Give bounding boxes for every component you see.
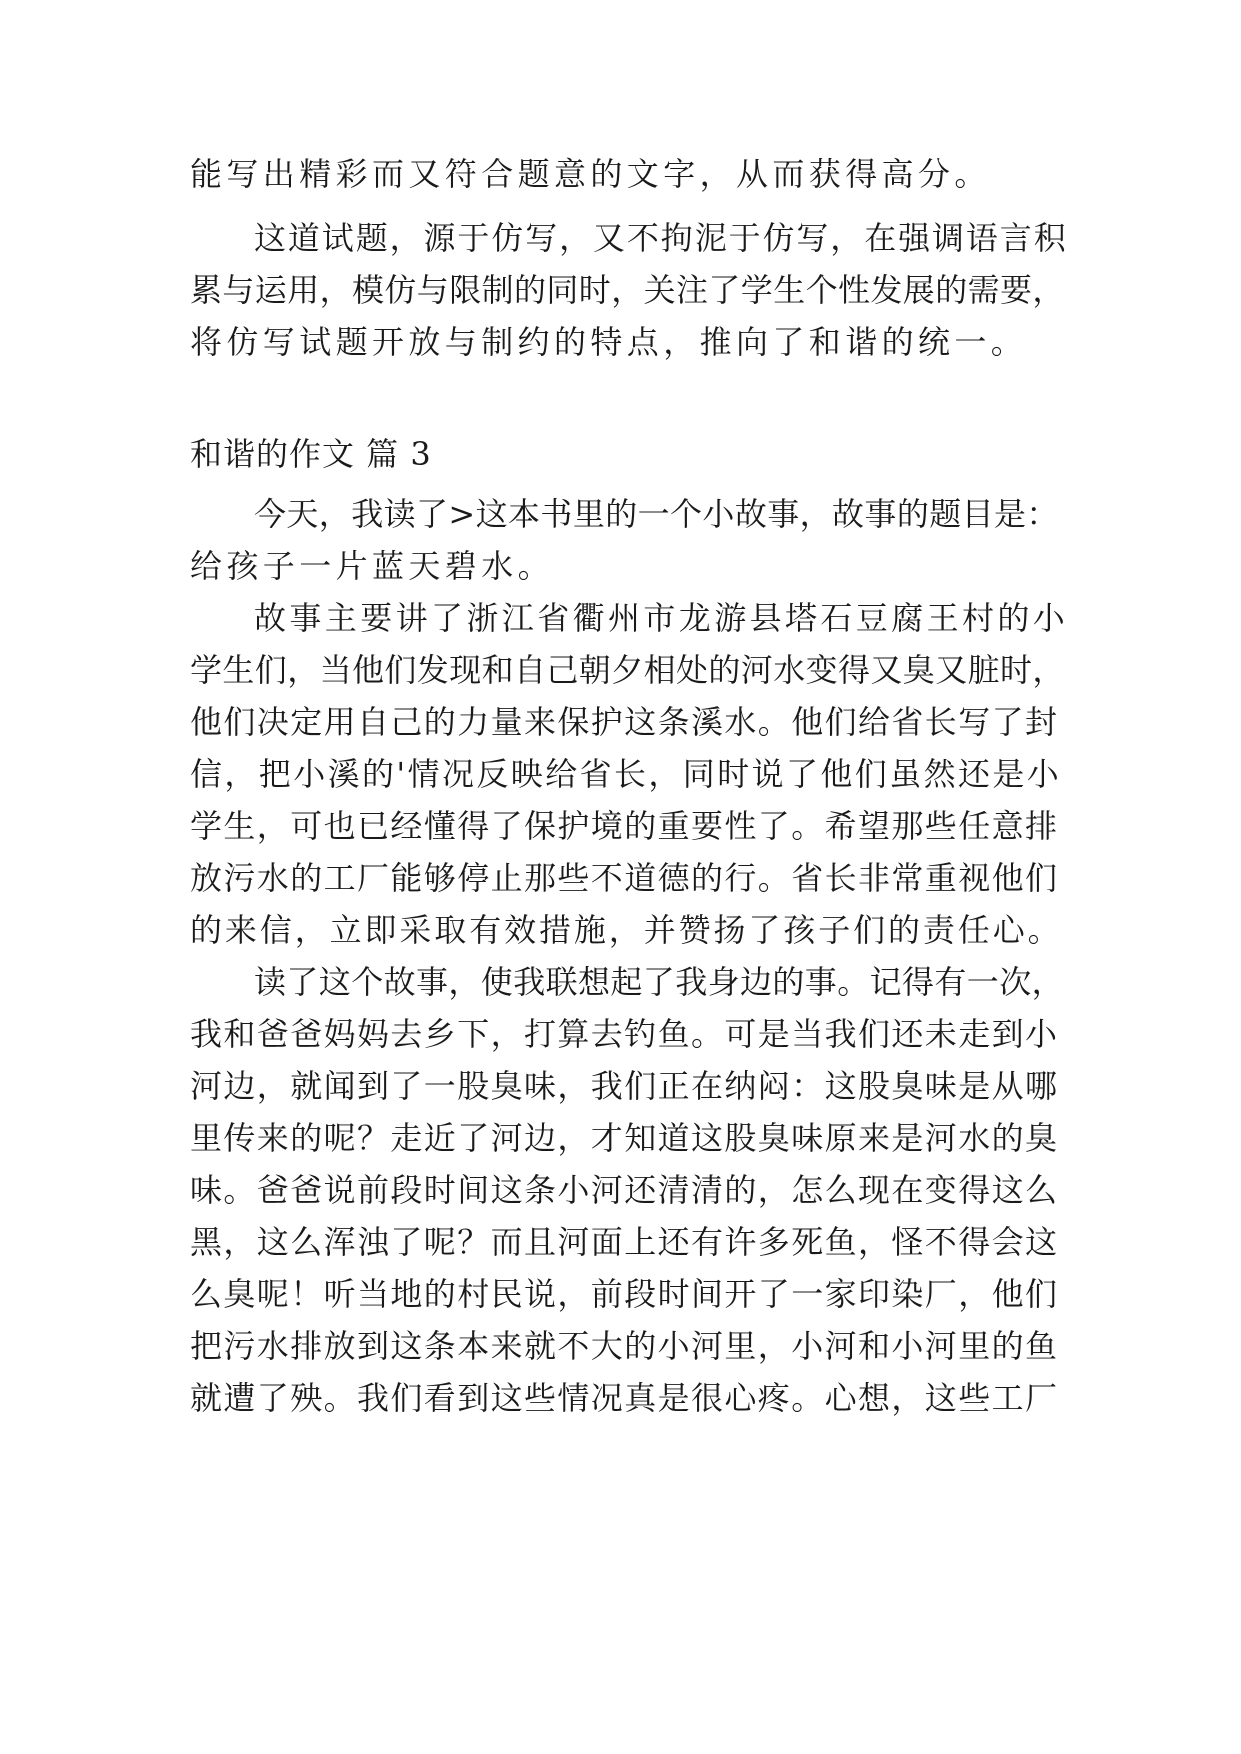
text-line: 放污水的工厂能够停止那些不道德的行。省长非常重视他们 [190,859,1059,897]
text-line: 味。爸爸说前段时间这条小河还清清的，怎么现在变得这么 [190,1171,1059,1209]
text-line: 我和爸爸妈妈去乡下，打算去钓鱼。可是当我们还未走到小 [190,1015,1059,1053]
text-line: 河边，就闻到了一股臭味，我们正在纳闷：这股臭味是从哪 [190,1067,1059,1105]
paragraph-first-line: 今天，我读了>这本书里的一个小故事，故事的题目是： [254,495,1059,533]
text-line: 他们决定用自己的力量来保护这条溪水。他们给省长写了封 [190,703,1059,741]
paragraph-first-line: 读了这个故事，使我联想起了我身边的事。记得有一次， [254,963,1065,1001]
text-line: 能写出精彩而又符合题意的文字，从而获得高分。 [190,155,991,193]
text-line: 里传来的呢？走近了河边，才知道这股臭味原来是河水的臭 [190,1119,1059,1157]
text-line: 就遭了殃。我们看到这些情况真是很心疼。心想，这些工厂 [190,1379,1059,1417]
text-line: 学生，可也已经懂得了保护境的重要性了。希望那些任意排 [190,807,1059,845]
text-line: 的来信，立即采取有效措施，并赞扬了孩子们的责任心。 [190,911,1063,949]
section-heading: 和谐的作文 篇 3 [190,435,432,473]
text-line: 学生们，当他们发现和自己朝夕相处的河水变得又臭又脏时， [190,651,1065,689]
text-line: 将仿写试题开放与制约的特点，推向了和谐的统一。 [190,323,1028,361]
text-line: 给孩子一片蓝天碧水。 [190,547,555,585]
text-line: 把污水排放到这条本来就不大的小河里，小河和小河里的鱼 [190,1327,1059,1365]
text-line: 黑，这么浑浊了呢？而且河面上还有许多死鱼，怪不得会这 [190,1223,1059,1261]
text-line: 么臭呢！听当地的村民说，前段时间开了一家印染厂，他们 [190,1275,1059,1313]
text-line: 累与运用，模仿与限制的同时，关注了学生个性发展的需要， [190,271,1065,309]
paragraph-first-line: 故事主要讲了浙江省衢州市龙游县塔石豆腐王村的小 [254,599,1069,637]
paragraph-first-line: 这道试题，源于仿写，又不拘泥于仿写，在强调语言积 [254,219,1068,257]
text-line: 信，把小溪的'情况反映给省长，同时说了他们虽然还是小 [190,755,1062,793]
